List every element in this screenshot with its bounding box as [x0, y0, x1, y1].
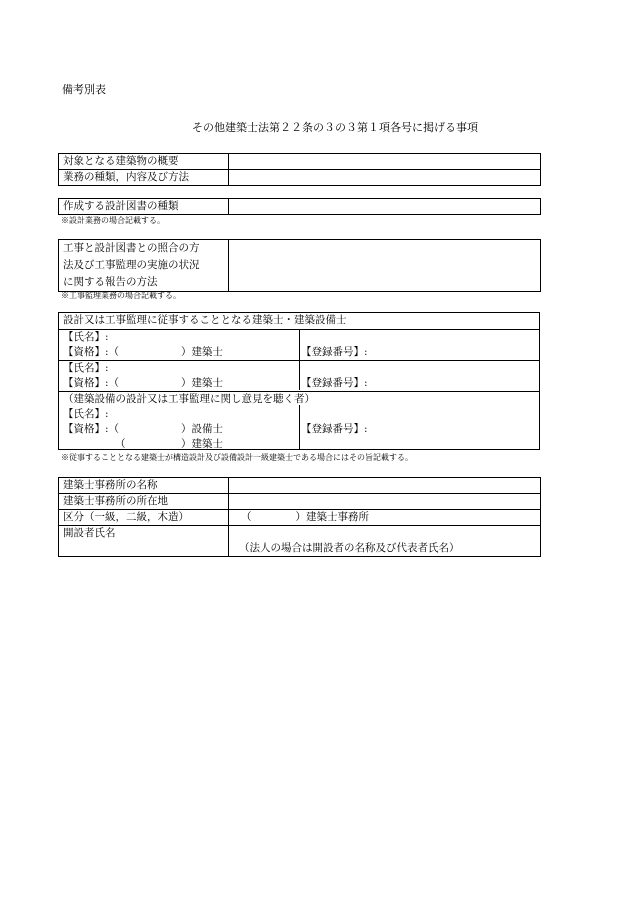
row-label: 工事と設計図書との照合の方 法及び工事監理の実施の状況 に関する報告の方法 [59, 240, 229, 292]
founder-name-field[interactable] [229, 526, 541, 557]
qual-suffix: ）建築士 [181, 438, 223, 450]
qual-paren: （ [115, 438, 126, 450]
corp-note: （法人の場合は開設者の名称及び代表者氏名） [239, 542, 460, 554]
row-label: 区分（一級，二級，木造） [59, 510, 229, 526]
row-label: 建築士事務所の所在地 [59, 494, 229, 510]
office-table [58, 477, 541, 557]
office-class-field[interactable]: （ ）建築士事務所 [229, 510, 541, 526]
staff-name-row [59, 330, 539, 345]
page-label: 備考別表 [62, 83, 106, 96]
row-label: 対象となる建築物の概要 [59, 154, 229, 170]
name-label: 【氏名】: [63, 331, 109, 343]
staff-name-row [59, 407, 539, 422]
staff-qual-row [59, 437, 539, 452]
document-title: その他建築士法第２２条の３の３第１項各号に掲げる事項 [192, 121, 478, 134]
qual-suffix: ）建築士 [181, 346, 223, 358]
building-overview-field[interactable] [229, 154, 541, 170]
table-row [59, 199, 541, 215]
supervision-report-table [58, 239, 541, 292]
row-label: 建築士事務所の名称 [59, 478, 229, 494]
qual-label: 【資格】:（ [63, 346, 120, 358]
row-label: 業務の種類，内容及び方法 [59, 170, 229, 186]
row-label: 開設者氏名 [59, 526, 229, 557]
staff-heading: 設計又は工事監理に従事することとなる建築士・建築設備士 [59, 313, 539, 330]
qual-suffix: ）設備士 [181, 423, 223, 435]
drawings-type-field[interactable] [229, 199, 541, 215]
table-row [59, 154, 541, 170]
advisor-heading-row [59, 392, 539, 407]
table-row [59, 526, 541, 557]
qual-label: 【資格】:（ [63, 377, 120, 389]
design-note: ※設計業務の場合記載する。 [61, 216, 165, 225]
reg-label: 【登録番号】: [301, 423, 368, 435]
table-row [59, 170, 541, 186]
table-row [59, 494, 541, 510]
qual-suffix: ）建築士 [181, 377, 223, 389]
table-row [59, 240, 541, 292]
staff-qual-row [59, 422, 539, 437]
staff-note: ※従事することとなる建築士が構造設計及び設備設計一級建築士である場合にはその旨記載する。 [61, 453, 413, 462]
drawings-table [58, 198, 541, 215]
staff-qual-row [59, 376, 539, 392]
staff-block [58, 312, 540, 450]
name-label: 【氏名】: [63, 408, 109, 420]
row-label: 作成する設計図書の種類 [59, 199, 229, 215]
staff-qual-row [59, 345, 539, 361]
reg-label: 【登録番号】: [301, 377, 368, 389]
name-label: 【氏名】: [63, 362, 109, 374]
qual-label: 【資格】:（ [63, 423, 120, 435]
table-row [59, 510, 541, 526]
staff-name-row [59, 361, 539, 376]
office-address-field[interactable] [229, 494, 541, 510]
supervision-note: ※工事監理業務の場合記載する。 [61, 291, 181, 300]
advisor-heading: （建築設備の設計又は工事監理に関し意見を聴く者） [63, 393, 315, 405]
building-overview-table [58, 153, 541, 186]
table-row [59, 478, 541, 494]
report-method-field[interactable] [229, 240, 541, 292]
reg-label: 【登録番号】: [301, 346, 368, 358]
service-type-field[interactable] [229, 170, 541, 186]
office-name-field[interactable] [229, 478, 541, 494]
